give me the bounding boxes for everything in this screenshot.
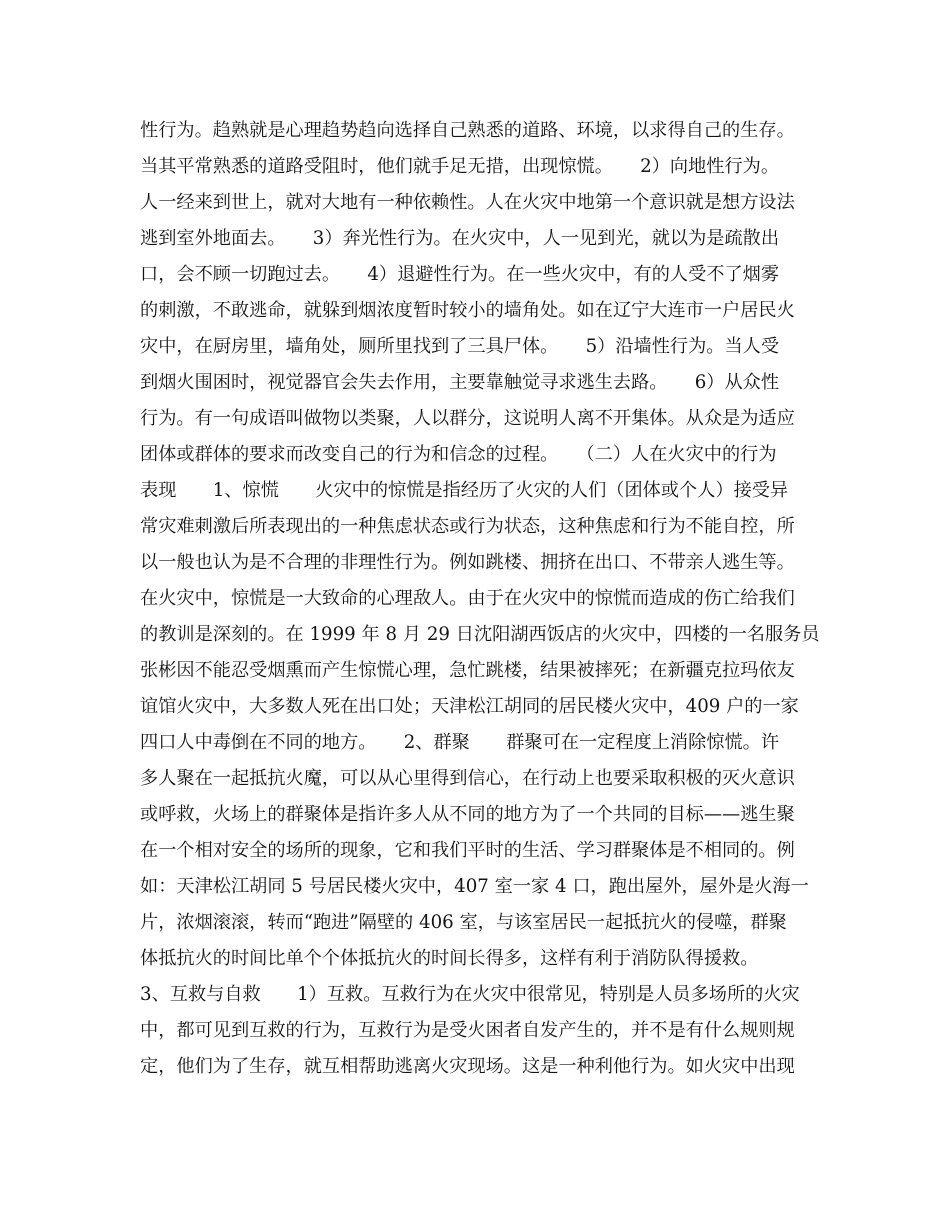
text-line: 或呼救，火场上的群聚体是指许多人从不同的地方为了一个共同的目标——逃生聚: [140, 804, 795, 825]
text-line: 的刺激，不敢逃命，就躲到烟浓度暂时较小的墙角处。如在辽宁大连市一户居民火: [140, 300, 795, 321]
text-line: 到烟火围困时，视觉器官会失去作用，主要靠触觉寻求逃生去路。 6）从众性: [140, 372, 780, 393]
text-line: 片，浓烟滚滚，转而“跑进”隔壁的 406 室，与该室居民一起抵抗火的侵噬，群聚: [140, 912, 787, 933]
text-line: 表现 1、惊慌 火灾中的惊慌是指经历了火灾的人们（团体或个人）接受异: [140, 480, 789, 501]
text-line: 体抵抗火的时间比单个个体抵抗火的时间长得多，这样有利于消防队得援救。: [140, 948, 759, 969]
text-line: 中，都可见到互救的行为，互救行为是受火困者自发产生的，并不是有什么规则规: [140, 1020, 795, 1041]
text-line: 定，他们为了生存，就互相帮助逃离火灾现场。这是一种利他行为。如火灾中出现: [140, 1056, 795, 1077]
text-line: 以一般也认为是不合理的非理性行为。例如跳楼、拥挤在出口、不带亲人逃生等。: [140, 552, 795, 573]
text-line: 谊馆火灾中，大多数人死在出口处；天津松江胡同的居民楼火灾中，409 户的一家: [140, 696, 799, 717]
text-line: 人一经来到世上，就对大地有一种依赖性。人在火灾中地第一个意识就是想方设法: [140, 192, 795, 213]
text-line: 在一个相对安全的场所的现象，它和我们平时的生活、学习群聚体是不相同的。例: [140, 840, 795, 861]
text-line: 如：天津松江胡同 5 号居民楼火灾中，407 室一家 4 口，跑出屋外，屋外是火海一: [140, 876, 809, 897]
text-line: 逃到室外地面去。 3）奔光性行为。在火灾中，人一见到光，就以为是疏散出: [140, 228, 780, 249]
text-line: 四口人中毒倒在不同的地方。 2、群聚 群聚可在一定程度上消除惊慌。许: [140, 732, 780, 753]
text-line: 常灾难刺激后所表现出的一种焦虑状态或行为状态，这种焦虑和行为不能自控，所: [140, 516, 795, 537]
text-line: 当其平常熟悉的道路受阻时，他们就手足无措，出现惊慌。 2）向地性行为。: [140, 156, 780, 177]
text-line: 的教训是深刻的。在 1999 年 8 月 29 日沈阳湖西饭店的火灾中，四楼的一名服务员: [140, 624, 820, 645]
text-line: 3、互救与自救 1）互救。互救行为在火灾中很常见，特别是人员多场所的火灾: [140, 984, 800, 1005]
text-line: 团体或群体的要求而改变自己的行为和信念的过程。 （二）人在火灾中的行为: [140, 444, 777, 465]
text-line: 行为。有一句成语叫做物以类聚，人以群分，这说明人离不开集体。从众是为适应: [140, 408, 795, 429]
text-line: 灾中，在厨房里，墙角处，厕所里找到了三具尸体。 5）沿墙性行为。当人受: [140, 336, 780, 357]
text-line: 多人聚在一起抵抗火魔，可以从心里得到信心，在行动上也要采取积极的灭火意识: [140, 768, 795, 789]
body-text: [140, 113, 820, 1085]
text-line: 口，会不顾一切跑过去。 4）退避性行为。在一些火灾中，有的人受不了烟雾: [140, 264, 780, 285]
text-line: 张彬因不能忍受烟熏而产生惊慌心理，急忙跳楼，结果被摔死；在新疆克拉玛依友: [140, 660, 795, 681]
text-line: 在火灾中，惊慌是一大致命的心理敌人。由于在火灾中的惊慌而造成的伤亡给我们: [140, 588, 795, 609]
text-line: 性行为。趋熟就是心理趋势趋向选择自己熟悉的道路、环境，以求得自己的生存。: [140, 120, 795, 141]
